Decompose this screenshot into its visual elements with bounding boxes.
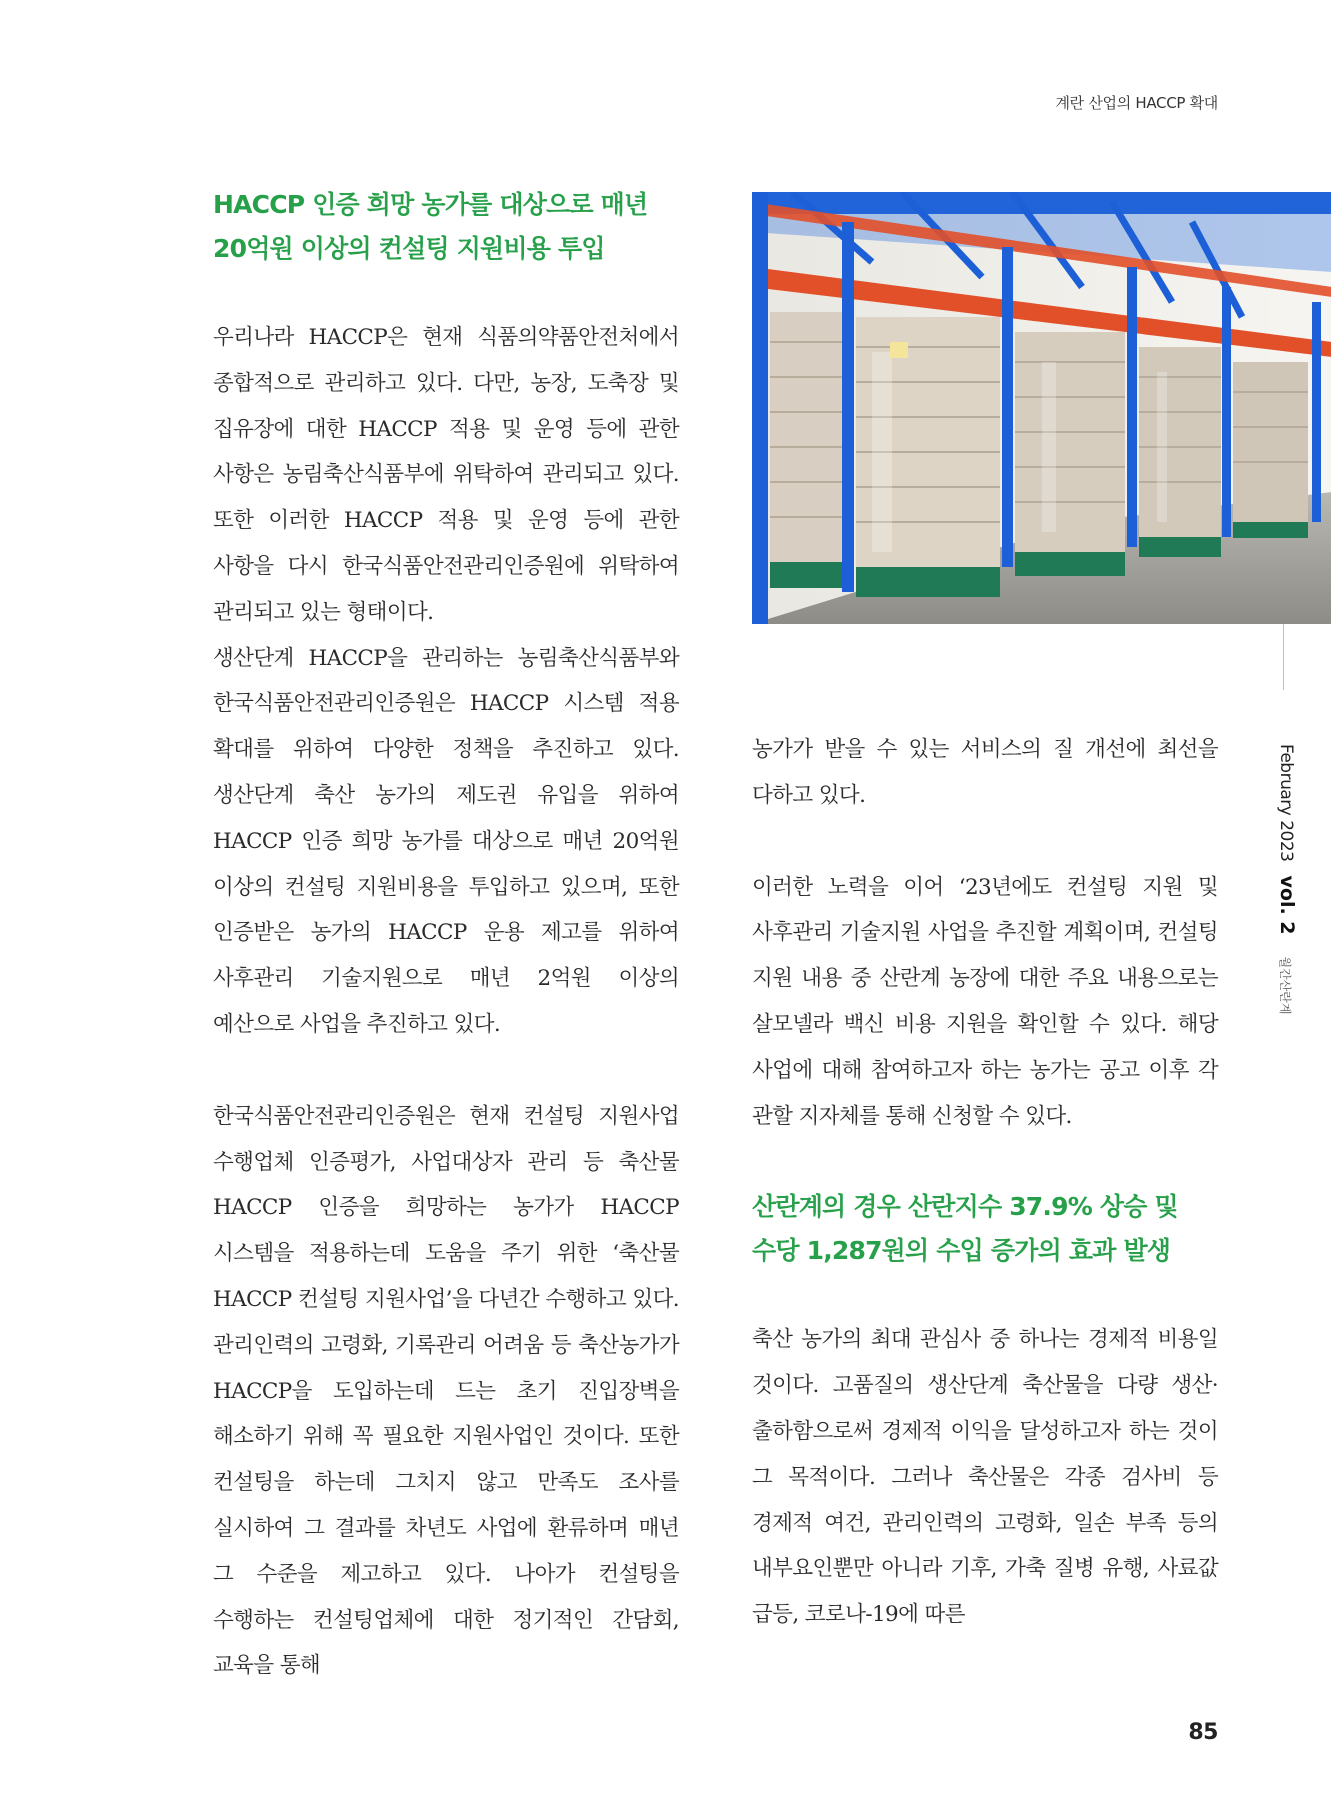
section-heading-2 <box>752 1185 1218 1273</box>
body-paragraph: 이러한 노력을 이어 ‘23년에도 컨설팅 지원 및 사후관리 기술지원 사업을 추진할 계획이며, 컨설팅 지원 내용 중 산란계 농장에 대한 주요 내용으로는 살모넬라 백신 비용 지원을 확인할 수 있다. 해당 사업에 대해 참여하고자 하는 농가는 공고 이후 각 관할 지자체를 통해 신청할 수 있다. <box>752 874 1218 1129</box>
issue-month: February 2023 <box>1276 744 1296 862</box>
issue-volume: vol. 2 <box>1276 875 1298 935</box>
body-paragraph: 생산단계 HACCP을 관리하는 농림축산식품부와 한국식품안전관리인증원은 HACCP 시스템 적용 확대를 위하여 다양한 정책을 추진하고 있다. 생산단계 축산 농가의 제도권 유입을 위하여 HACCP 인증 희망 농가를 대상으로 매년 20억원 이상의 컨설팅 지원비용을 투입하고 있으며, 또한 인증받은 농가의 HACCP 운용 제고를 위하여 사후관리 기술지원으로 매년 2억원 이상의 예산으로 사업을 추진하고 있다. <box>213 645 679 1037</box>
body-paragraph: 우리나라 HACCP은 현재 식품의약품안전처에서 종합적으로 관리하고 있다. 다만, 농장, 도축장 및 집유장에 대한 HACCP 적용 및 운영 등에 관한 사항은 농림축산식품부에 위탁하여 관리되고 있다. 또한 이러한 HACCP 적용 및 운영 등에 관한 사항을 다시 한국식품안전관리인증원에 위탁하여 관리되고 있는 형태이다. <box>213 325 679 625</box>
running-header: 계란 산업의 HACCP 확대 <box>1055 94 1218 112</box>
heading-2-line-1: 산란계의 경우 산란지수 37.9% 상승 및 <box>752 1192 1178 1222</box>
warehouse-egg-photo <box>752 192 1331 624</box>
body-paragraph: 농가가 받을 수 있는 서비스의 질 개선에 최선을 다하고 있다. <box>752 737 1218 808</box>
body-paragraph: 한국식품안전관리인증원은 현재 컨설팅 지원사업 수행업체 인증평가, 사업대상자 관리 등 축산물 HACCP 인증을 희망하는 농가가 HACCP 시스템을 적용하는데 도움을 주기 위한 ‘축산물 HACCP 컨설팅 지원사업’을 다년간 수행하고 있다. 관리인력의 고령화, 기록관리 어려움 등 축산농가가 HACCP을 도입하는데 드는 초기 진입장벽을 해소하기 위해 꼭 필요한 지원사업인 것이다. 또한 컨설팅을 하는데 그치지 않고 만족도 조사를 실시하여 그 결과를 차년도 사업에 환류하며 매년 그 수준을 제고하고 있다. 나아가 컨설팅을 수행하는 컨설팅업체에 대한 정기적인 간담회, 교육을 통해 <box>213 1103 679 1679</box>
heading-1-line-1: HACCP 인증 희망 농가를 대상으로 매년 <box>213 190 648 219</box>
magazine-name: 월간산란계 <box>1278 956 1292 1015</box>
heading-1-line-2: 20억원 이상의 컨설팅 지원비용 투입 <box>213 234 605 263</box>
right-column <box>752 727 1218 1638</box>
heading-2-line-2: 수당 1,287원의 수입 증가의 효과 발생 <box>752 1236 1171 1266</box>
left-column <box>213 183 679 1689</box>
issue-side-tab <box>1268 744 1328 1074</box>
page-number: 85 <box>1188 1720 1218 1745</box>
section-heading-1 <box>213 183 679 271</box>
body-paragraph: 축산 농가의 최대 관심사 중 하나는 경제적 비용일 것이다. 고품질의 생산단계 축산물을 다량 생산·출하함으로써 경제적 이익을 달성하고자 하는 것이 그 목적이다. 그러나 축산물은 각종 검사비 등 경제적 여건, 관리인력의 고령화, 일손 부족 등의 내부요인뿐만 아니라 기후, 가축 질병 유행, 사료값 급등, 코로나-19에 따른 <box>752 1327 1218 1628</box>
